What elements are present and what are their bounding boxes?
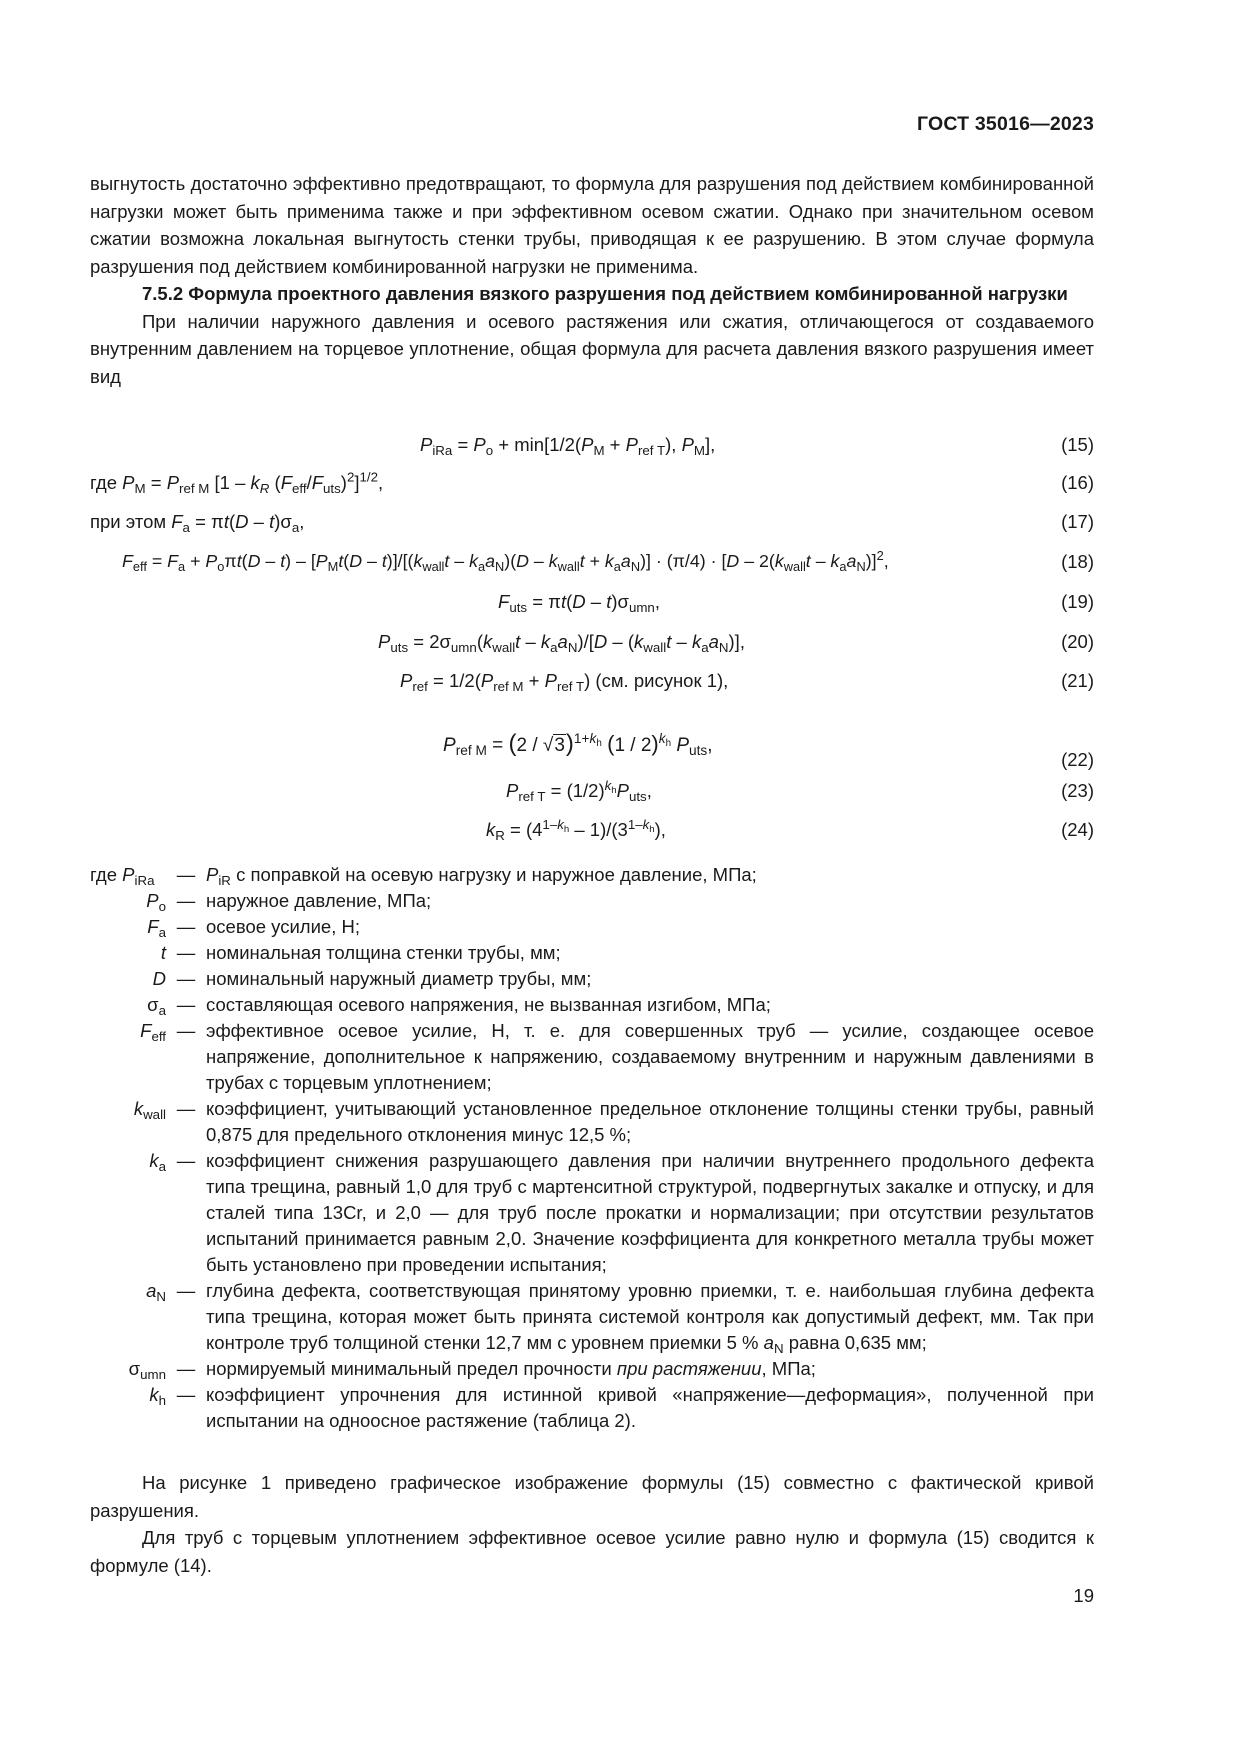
closing-paragraph-1: На рисунке 1 приведено графическое изображение формулы (15) совместно с фактической кривой разрушения. xyxy=(90,1472,1094,1521)
equation-number: (24) xyxy=(1061,819,1094,840)
definition-symbol: $a_N$ xyxy=(146,1280,166,1304)
definition-symbol: где $P_{iRa}$ xyxy=(90,864,155,888)
definition-text: $P_{iR}$ с поправкой на осевую нагрузку и наружное давление, МПа; xyxy=(206,864,757,888)
definition-symbol: t xyxy=(160,942,166,963)
definition-text-tail: равна 0,635 мм; xyxy=(788,1332,927,1353)
definition-dash: — xyxy=(176,1358,196,1379)
closing-paragraph-2: Для труб с торцевым уплотнением эффективное осевое усилие равно нулю и формула (15) сводится к формуле (14). xyxy=(90,1527,1094,1576)
definition-ka xyxy=(90,1148,1094,1278)
definition-sigma-umn xyxy=(90,1356,1094,1382)
definition-dash: — xyxy=(176,994,196,1015)
equation-22-body: $P_{ref M} = (2 / √3)^{1+k_h}$ (1 / 2)$^{k_h}$ $P_{uts}$, xyxy=(443,730,713,759)
definition-dash: — xyxy=(176,1384,196,1405)
definition-text: глубина дефекта, соответствующая принятому уровню приемки, т. е. наибольшая глубина дефекта типа трещина, которая может быть принята системой контроля как допустимый дефект, мм. Так при контроле труб толщиной стенки 12,7 мм с уровнем приемки 5 % $a_N$ равна 0,635 мм; xyxy=(206,1280,1094,1356)
equation-15-body: $P_{iRa} = P_o + \min[1/2(P_M + P_{ref T})$, $P_M$], xyxy=(420,434,716,458)
definition-t xyxy=(90,940,1094,966)
definition-text: номинальная толщина стенки трубы, мм; xyxy=(206,942,561,963)
equation-number: (22) xyxy=(1061,749,1094,770)
equation-20 xyxy=(90,631,1094,661)
definition-text: коэффициент снижения разрушающего давления при наличии внутреннего продольного дефекта типа трещина, равный 1,0 для труб с мартенситной структурой, подвергнутых закалке и отпуску, и для сталей типа 13Cr, и 2,0 — для труб после прокатки и нормализации; при отсутствии результатов испытаний принимается равным 2,0. Значение коэффициента для конкретного металла трубы может быть установлено при проведении испытания; xyxy=(206,1150,1094,1275)
definition-PiRa xyxy=(90,862,1094,888)
section-title: Формула проектного давления вязкого разрушения под действием комбинированной нагрузки xyxy=(188,283,1068,304)
equation-16 xyxy=(90,469,1094,502)
section-lead: При наличии наружного давления и осевого растяжения или сжатия, отличающегося от создаваемого внутренним давлением на торцевое уплотнение, общая формула для расчета давления вязкого разрушения имеет вид xyxy=(90,310,1094,387)
definition-text-italic: при растяжении xyxy=(616,1358,762,1379)
equation-17-body: при этом $F_a = \pi t(D - t)\sigma_a$, xyxy=(90,511,305,535)
definition-text-body: нормируемый минимальный предел прочности xyxy=(206,1358,612,1379)
equation-15 xyxy=(90,434,1094,464)
definition-symbol: D xyxy=(152,968,166,989)
equation-19 xyxy=(90,591,1094,621)
definition-kh xyxy=(90,1382,1094,1434)
equation-21-body: $P_{ref} = 1/2(P_{ref M} + P_{ref T})$ (см. рисунок 1), xyxy=(400,670,729,694)
whereat-label: при этом xyxy=(90,511,167,532)
definition-text-body: с поправкой на осевую нагрузку и наружное давление, МПа; xyxy=(236,864,757,885)
definition-text: коэффициент, учитывающий установленное предельное отклонение толщины стенки трубы, равный 0,875 для предельного отклонения минус 12,5 %; xyxy=(206,1098,1094,1145)
definition-Fa xyxy=(90,914,1094,940)
definition-symbol: $F_a$ xyxy=(147,916,166,940)
equation-number: (15) xyxy=(1061,434,1094,455)
section-number: 7.5.2 xyxy=(142,283,184,304)
definition-symbol: $\sigma_a$ xyxy=(147,994,166,1018)
definition-text: эффективное осевое усилие, Н, т. е. для совершенных труб — усилие, создающее осевое напряжение, дополнительное к напряжению, создаваемому внутренним и наружным давлениями в трубах с торцевым уплотнением; xyxy=(206,1020,1094,1093)
equation-23 xyxy=(90,777,1094,810)
symbol-definitions xyxy=(90,862,1094,1434)
definition-text: осевое усилие, Н; xyxy=(206,916,360,937)
definition-dash: — xyxy=(176,1020,196,1041)
equation-number: (17) xyxy=(1061,511,1094,532)
intro-paragraph xyxy=(90,170,1094,390)
closing-paragraphs xyxy=(90,1469,1094,1579)
definition-aN xyxy=(90,1278,1094,1356)
equation-16-body: где $P_M = P_{ref M}$ [$1 - k_R$ $(F_{eff}/F_{uts})^2]^{1/2}$, xyxy=(90,469,384,496)
equation-18-body: $F_{eff} = F_a + P_o\pi t(D - t) - [P_Mt(D - t)]/[(k_{wall}t - k_aa_N)(D - k_{wall}t + k_aa_N)] \cdot (\pi/4) \cdot [D - 2(k_{wall}t - k_aa_N)]^2$, xyxy=(122,547,889,574)
definition-text: наружное давление, МПа; xyxy=(206,890,432,911)
definition-dash: — xyxy=(176,942,196,963)
equation-number: (20) xyxy=(1061,631,1094,652)
definition-dash: — xyxy=(176,1280,196,1301)
equation-21 xyxy=(90,670,1094,700)
definition-text xyxy=(206,1356,1094,1382)
definition-D xyxy=(90,966,1094,992)
where-label: где xyxy=(90,472,118,493)
section-heading xyxy=(90,280,1094,308)
definition-sigma-a xyxy=(90,992,1094,1018)
definition-text: коэффициент упрочнения для истинной кривой «напряжение—деформация», полученной при испытании на одноосное растяжение (таблица 2). xyxy=(206,1384,1094,1431)
equation-18 xyxy=(90,547,1094,581)
definition-symbol: $k_{wall}$ xyxy=(133,1098,166,1122)
definition-dash: — xyxy=(176,864,196,885)
definition-symbol: $k_a$ xyxy=(149,1150,166,1174)
definition-Feff xyxy=(90,1018,1094,1096)
definition-dash: — xyxy=(176,890,196,911)
definition-text-body: глубина дефекта, соответствующая принятому уровню приемки, т. е. наибольшая глубина дефекта типа трещина, которая может быть принята системой контроля как допустимый дефект, мм. Так при контроле труб толщиной стенки 12,7 мм с уровнем приемки 5 % xyxy=(206,1280,1094,1353)
equation-24-body: $k_R = (4^{1-k_h} - 1)/(3^{1-k_h})$, xyxy=(486,816,666,843)
equation-number: (19) xyxy=(1061,591,1094,612)
equation-number: (16) xyxy=(1061,472,1094,493)
definition-text-tail: , МПа; xyxy=(761,1358,816,1379)
definition-symbol: $k_h$ xyxy=(149,1384,166,1408)
equation-17 xyxy=(90,511,1094,541)
document-code: ГОСТ 35016—2023 xyxy=(917,113,1094,135)
definition-kwall xyxy=(90,1096,1094,1148)
equation-22 xyxy=(90,728,1094,772)
definition-text: номинальный наружный диаметр трубы, мм; xyxy=(206,968,592,989)
definition-dash: — xyxy=(176,1150,196,1171)
see-figure-ref: (см. рисунок 1) xyxy=(595,670,724,691)
equation-number: (23) xyxy=(1061,780,1094,801)
definition-Po xyxy=(90,888,1094,914)
definition-dash: — xyxy=(176,968,196,989)
equation-number: (18) xyxy=(1061,551,1094,572)
equation-number: (21) xyxy=(1061,670,1094,691)
definition-symbol: $\sigma_{umn}$ xyxy=(128,1358,166,1382)
definition-text: составляющая осевого напряжения, не вызванная изгибом, МПа; xyxy=(206,994,771,1015)
definition-symbol: $F_{eff}$ xyxy=(140,1020,166,1044)
equation-20-body: $P_{uts} = 2\sigma_{umn}(k_{wall}t - k_aa_N)/[D - (k_{wall}t - k_aa_N)]$, xyxy=(378,631,745,655)
page-number: 19 xyxy=(1073,1585,1094,1606)
where-label: где xyxy=(90,864,118,885)
equation-19-body: $F_{uts} = \pi t(D - t)\sigma_{umn}$, xyxy=(498,591,660,615)
definition-dash: — xyxy=(176,1098,196,1119)
definition-dash: — xyxy=(176,916,196,937)
equation-24 xyxy=(90,816,1094,849)
definition-symbol: $P_o$ xyxy=(146,890,166,914)
intro-text: выгнутость достаточно эффективно предотвращают, то формула для разрушения под действием комбинированной нагрузки может быть применима также и при эффективном осевом сжатии. Однако при значительном осевом сжатии возможна локальная выгнутость стенки трубы, приводящая к ее разрушению. В этом случае формула разрушения под действием комбинированной нагрузки не применима. xyxy=(90,173,1094,277)
equation-23-body: $P_{ref T} = (1/2)^{k_h}P_{uts}$, xyxy=(506,777,652,804)
